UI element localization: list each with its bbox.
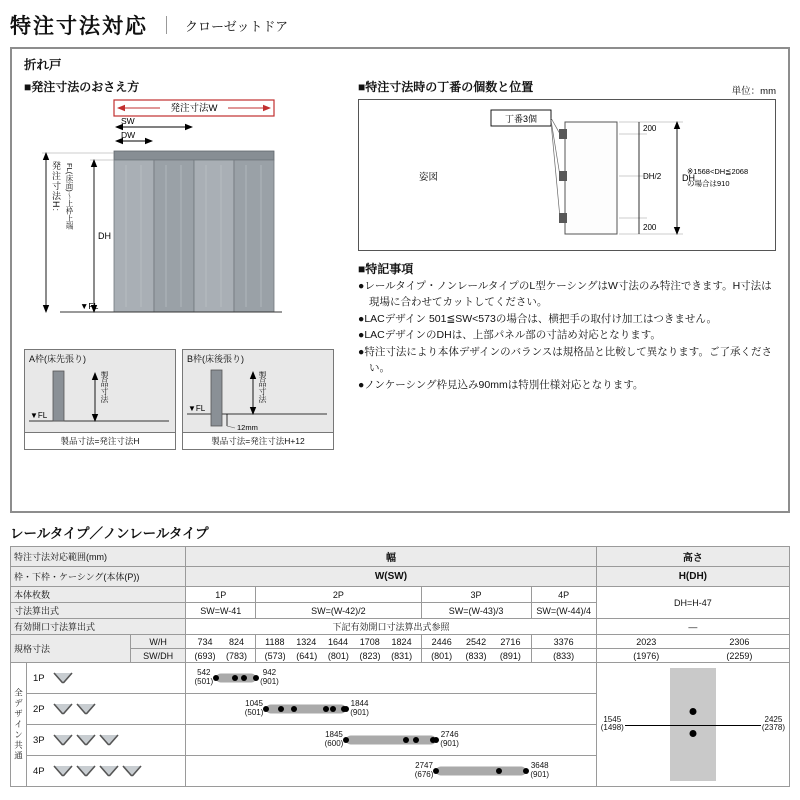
std-size-dot bbox=[232, 675, 238, 681]
std-size-value: 2716 bbox=[500, 636, 521, 647]
range-header-cell: 特注寸法対応範囲(mm) bbox=[11, 547, 186, 567]
fl-mark: ▼FL bbox=[30, 411, 48, 420]
divider-line bbox=[166, 16, 167, 34]
door-icons bbox=[53, 734, 119, 746]
std-size-value: (801) bbox=[327, 650, 349, 661]
std-size-value: 1824 bbox=[391, 636, 412, 647]
folding-door-icon bbox=[53, 734, 73, 746]
std-size-value: (783) bbox=[226, 650, 248, 661]
order-height-label: 発注寸法H: bbox=[51, 161, 61, 212]
order-dimension-section bbox=[24, 75, 342, 450]
folding-door-icon bbox=[53, 703, 73, 715]
std-size-value: (1976) bbox=[633, 650, 660, 661]
row-label: 4P bbox=[33, 765, 45, 777]
std-size-value: 3376 bbox=[553, 636, 574, 647]
frame-a-figure bbox=[25, 366, 175, 432]
door-icons bbox=[53, 672, 73, 684]
order-height-sublabel: FL(床面)～上枠上端 bbox=[65, 163, 74, 230]
std-size-value: 1644 bbox=[328, 636, 349, 647]
panel-count-3p: 3P bbox=[421, 587, 531, 603]
std-size-dot bbox=[433, 768, 439, 774]
order-section-heading: ■発注寸法のおさえ方 bbox=[24, 80, 140, 94]
std-size-dot bbox=[523, 768, 529, 774]
std-size-value: 1324 bbox=[296, 636, 317, 647]
formula-3p: SW=(W-43)/3 bbox=[421, 603, 531, 619]
std-w-3p bbox=[421, 635, 531, 649]
product-dim-label: 製品寸法 bbox=[100, 371, 109, 403]
hinge-note-line1: ※1568<DH≦2068 bbox=[687, 167, 749, 176]
std-size-dot bbox=[330, 706, 336, 712]
leader-lines bbox=[551, 118, 560, 218]
width-header-cell: 幅 bbox=[186, 547, 596, 567]
range-min-label: 2747 (676) bbox=[414, 761, 434, 779]
frame-a-title: A枠(床先張り) bbox=[29, 354, 86, 364]
page-subtitle: クローゼットドア bbox=[185, 18, 289, 34]
door-icons bbox=[53, 765, 142, 777]
range-bar-row-4p bbox=[186, 756, 596, 787]
folding-door-icon bbox=[53, 672, 73, 684]
std-size-value: 1708 bbox=[359, 636, 380, 647]
height-range-chart bbox=[596, 663, 789, 787]
formula-4p: SW=(W-44)/4 bbox=[531, 603, 596, 619]
door-icons bbox=[53, 703, 96, 715]
row-label: 2P bbox=[33, 703, 45, 715]
std-size-dot bbox=[323, 706, 329, 712]
frame-a-formula: 製品寸法=発注寸法H bbox=[25, 432, 175, 449]
height-header-cell: 高さ bbox=[596, 547, 789, 567]
dh-total-label: DH bbox=[682, 173, 695, 183]
std-size-dot bbox=[278, 706, 284, 712]
std-wh-cell: W/H bbox=[131, 635, 186, 649]
hinge-note-line2: の場合は910 bbox=[687, 179, 730, 188]
std-size-dot bbox=[496, 768, 502, 774]
folding-door-icon bbox=[122, 765, 142, 777]
std-size-value: 2542 bbox=[466, 636, 487, 647]
std-size-dot bbox=[343, 706, 349, 712]
std-size-value: (833) bbox=[465, 650, 487, 661]
range-bar-row-2p bbox=[186, 694, 596, 725]
door-outline bbox=[565, 122, 617, 234]
panel-count-1p: 1P bbox=[186, 587, 256, 603]
std-size-value: (2259) bbox=[726, 650, 753, 661]
range-min-label: 1045 (501) bbox=[244, 699, 264, 717]
range-bar-row-3p bbox=[186, 725, 596, 756]
std-sw-4p bbox=[531, 649, 596, 663]
std-size-value: 2446 bbox=[431, 636, 452, 647]
formula-2p: SW=(W-42)/2 bbox=[256, 603, 421, 619]
std-size-value: (823) bbox=[359, 650, 381, 661]
std-size-dot bbox=[213, 675, 219, 681]
row-1p-label-cell bbox=[27, 663, 186, 694]
std-h-cell bbox=[596, 635, 789, 649]
range-max-label: 942 (901) bbox=[260, 668, 279, 686]
std-size-value: (833) bbox=[553, 650, 575, 661]
door-section-bar bbox=[211, 370, 222, 426]
panel-count-4p: 4P bbox=[531, 587, 596, 603]
wsw-cell: W(SW) bbox=[186, 567, 596, 587]
std-label-cell: 規格寸法 bbox=[11, 635, 131, 663]
std-sw-3p bbox=[421, 649, 531, 663]
std-sw-1p bbox=[186, 649, 256, 663]
std-size-dot bbox=[291, 706, 297, 712]
hinge-section-heading: ■特注寸法時の丁番の個数と位置 bbox=[358, 80, 534, 94]
panel-count-2p: 2P bbox=[256, 587, 421, 603]
figure-label: 姿図 bbox=[419, 172, 439, 183]
order-width-label: 発注寸法W bbox=[170, 103, 218, 114]
door-section-bar bbox=[53, 371, 64, 421]
row-4p-label-cell bbox=[27, 756, 186, 787]
formula-label-cell: 寸法算出式 bbox=[11, 603, 186, 619]
page-title: 特注寸法対応 bbox=[10, 15, 148, 38]
std-size-value: (693) bbox=[194, 650, 216, 661]
note-item: ●LACデザイン 501≦SW<573の場合は、横把手の取付け加工はつきません。 bbox=[358, 312, 717, 325]
product-dim-label: 製品寸法 bbox=[258, 371, 267, 403]
row-3p-label-cell bbox=[27, 725, 186, 756]
std-size-dot bbox=[241, 675, 247, 681]
std-sw-2p bbox=[256, 649, 421, 663]
folding-door-icon bbox=[76, 765, 96, 777]
dim-200-top: 200 bbox=[643, 124, 657, 133]
width-range-bar bbox=[436, 767, 526, 776]
std-size-dot bbox=[403, 737, 409, 743]
frame-diagrams bbox=[24, 349, 342, 450]
note-item: ●LACデザインのDHは、上部パネル部の寸詰め対応となります。 bbox=[358, 329, 661, 342]
std-size-dot bbox=[253, 675, 259, 681]
hinge-position-figure bbox=[358, 99, 776, 251]
std-dh-cell bbox=[596, 649, 789, 663]
door-type-label: 折れ戸 bbox=[24, 58, 62, 72]
note-item: ●レールタイプ・ノンレールタイプのL型ケーシングはW寸法のみ特注できます。H寸法は現場に合わせてカットしてください。 bbox=[358, 280, 772, 308]
std-size-value: 734 bbox=[197, 636, 213, 647]
fl-mark: ▼FL bbox=[188, 404, 206, 413]
frame-b-figure bbox=[183, 366, 333, 432]
std-w-1p bbox=[186, 635, 256, 649]
range-bar-row-1p bbox=[186, 663, 596, 694]
std-size-dot bbox=[413, 737, 419, 743]
height-formula-cell: DH=H-47 bbox=[596, 587, 789, 619]
gap-12mm-label: 12mm bbox=[237, 423, 258, 432]
std-size-dot bbox=[343, 737, 349, 743]
rail-type-heading: レールタイプ／ノンレールタイプ bbox=[10, 526, 209, 541]
std-swdh-cell: SW/DH bbox=[131, 649, 186, 663]
range-min-label: 1845 (600) bbox=[324, 730, 344, 748]
dw-label: DW bbox=[121, 130, 136, 140]
notes-list bbox=[358, 279, 776, 393]
note-item: ●ノンケーシング枠見込み90mmは特別仕様対応となります。 bbox=[358, 378, 644, 391]
folding-door-panel bbox=[10, 47, 790, 513]
hinge-and-notes-section bbox=[358, 75, 776, 450]
range-max-label: 1844 (901) bbox=[350, 699, 369, 717]
page-header bbox=[10, 10, 790, 47]
folding-door-icon bbox=[76, 734, 96, 746]
common-design-label: 全デザイン共通 bbox=[11, 663, 27, 787]
height-max-label: 2425 (2378) bbox=[761, 714, 785, 733]
range-max-label: 2746 (901) bbox=[440, 730, 459, 748]
formula-1p: SW=W-41 bbox=[186, 603, 256, 619]
unit-label: 単位：mm bbox=[731, 86, 776, 97]
hdh-cell: H(DH) bbox=[596, 567, 789, 587]
order-dimension-diagram bbox=[24, 97, 334, 347]
std-w-4p bbox=[531, 635, 596, 649]
std-height-dot bbox=[689, 708, 696, 715]
dim-dh-half: DH/2 bbox=[643, 172, 662, 181]
folding-door-icon bbox=[76, 703, 96, 715]
note-item: ●特注寸法により本体デザインのバランスは規格品と比較して異なります。ご了承ください。 bbox=[358, 346, 772, 374]
folding-door-icon bbox=[99, 734, 119, 746]
std-size-value: (573) bbox=[264, 650, 286, 661]
folding-door-icon bbox=[53, 765, 73, 777]
frame-b-box bbox=[182, 349, 334, 450]
std-size-value: 2306 bbox=[729, 636, 750, 647]
panel-count-label-cell: 本体枚数 bbox=[11, 587, 186, 603]
door-panels bbox=[114, 160, 274, 312]
row-2p-label-cell bbox=[27, 694, 186, 725]
std-size-value: (891) bbox=[499, 650, 521, 661]
frame-b-title: B枠(床後張り) bbox=[187, 354, 244, 364]
opening-ref-cell: 下記有効開口寸法算出式参照 bbox=[186, 619, 596, 635]
hinge-figure-svg bbox=[359, 100, 775, 248]
special-notes bbox=[358, 260, 776, 393]
std-size-value: (831) bbox=[391, 650, 413, 661]
opening-dash-cell: ― bbox=[596, 619, 789, 635]
dim-200-bottom: 200 bbox=[643, 223, 657, 232]
dh-label: DH bbox=[98, 231, 111, 241]
height-range-arrow bbox=[605, 725, 781, 726]
std-size-value: 824 bbox=[229, 636, 245, 647]
door-top-rail bbox=[114, 151, 274, 160]
width-range-bar bbox=[346, 736, 436, 745]
notes-heading: ■特記事項 bbox=[358, 262, 414, 276]
frame-a-box bbox=[24, 349, 176, 450]
frame-b-formula: 製品寸法=発注寸法H+12 bbox=[183, 432, 333, 449]
row-label: 1P bbox=[33, 672, 45, 684]
range-max-label: 3648 (901) bbox=[530, 761, 550, 779]
std-size-value: (641) bbox=[296, 650, 318, 661]
std-size-dot bbox=[263, 706, 269, 712]
fl-mark: ▼FL bbox=[80, 301, 99, 311]
hinge-count-label: 丁番3個 bbox=[504, 114, 538, 124]
height-min-label: 1545 (1498) bbox=[600, 714, 624, 733]
sw-label: SW bbox=[121, 116, 135, 126]
std-size-value: (801) bbox=[431, 650, 453, 661]
range-min-label: 542 (501) bbox=[194, 668, 214, 686]
std-size-value: 1188 bbox=[265, 636, 285, 647]
spec-table bbox=[10, 546, 790, 787]
std-size-dot bbox=[433, 737, 439, 743]
std-height-dot bbox=[689, 730, 696, 737]
std-w-2p bbox=[256, 635, 421, 649]
folding-door-icon bbox=[99, 765, 119, 777]
opening-label-cell: 有効開口寸法算出式 bbox=[11, 619, 186, 635]
frame-header-cell: 枠・下枠・ケーシング(本体(P)) bbox=[11, 567, 186, 587]
row-label: 3P bbox=[33, 734, 45, 746]
std-size-value: 2023 bbox=[636, 636, 657, 647]
